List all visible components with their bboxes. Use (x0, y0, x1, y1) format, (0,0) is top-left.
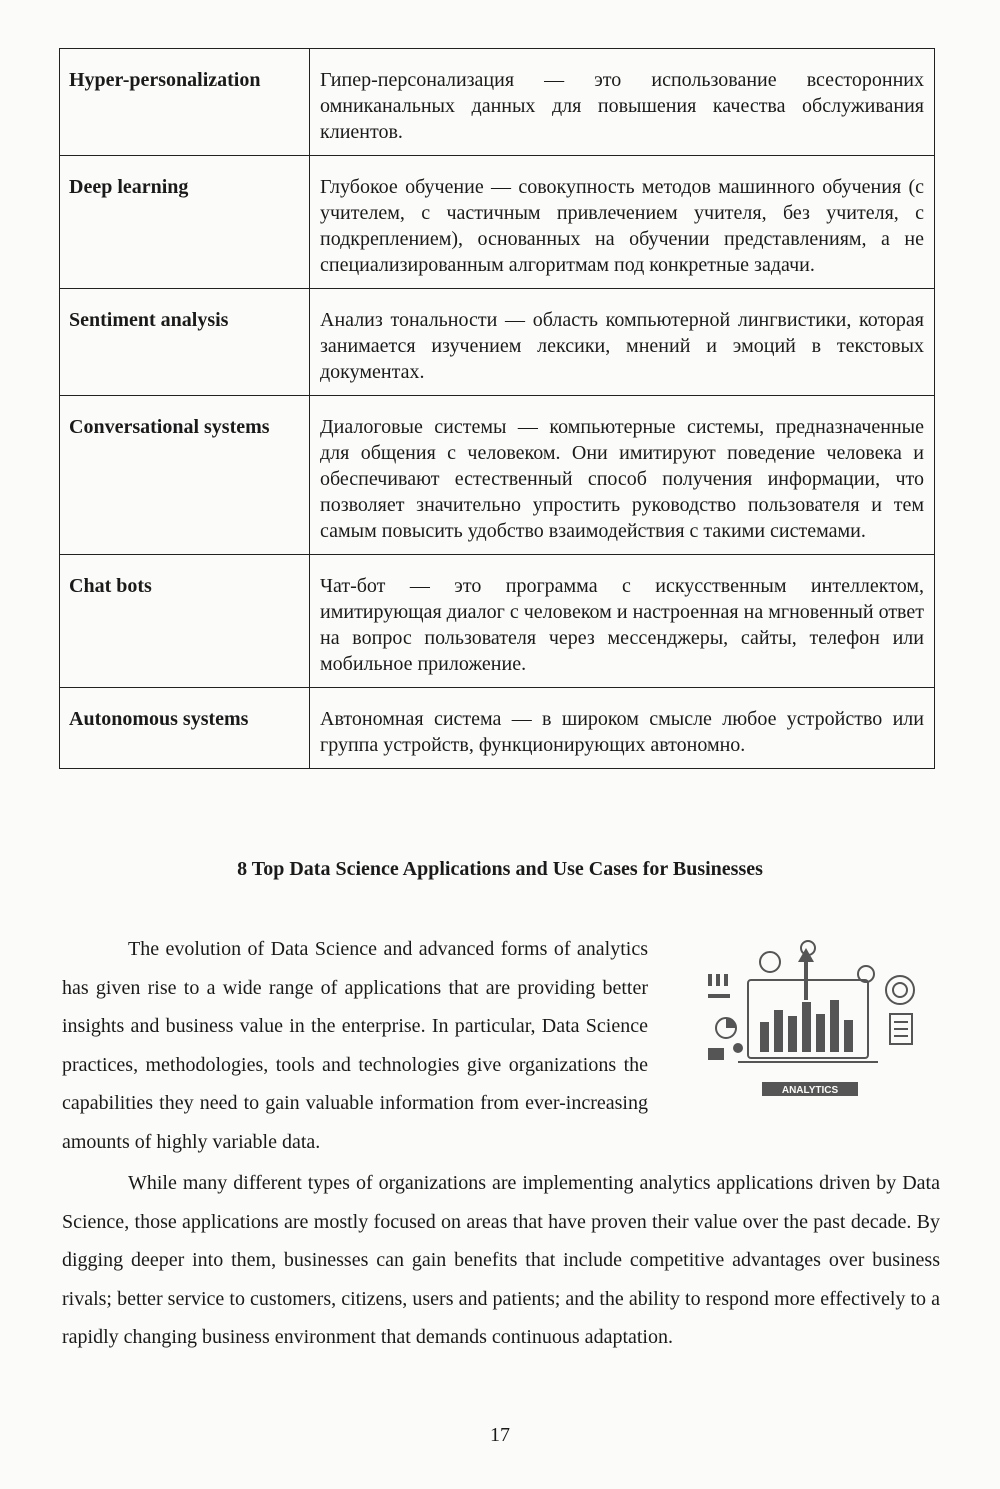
glossary-definition: Чат-бот — это программа с искусственным интеллектом, имитирующая диалог с человеком и настроенная на мгновенный ответ на вопрос пользователя через мессенджеры, сайты, телефон или мобильное приложение. (310, 555, 935, 688)
paragraph-1 (62, 930, 940, 1161)
glossary-definition: Глубокое обучение — совокупность методов машинного обучения (с учителем, с частичным привлечением учителя, без учителя, с подкреплением), основанных на обучении представлениям, а не специализированным алгоритмам под конкретные задачи. (310, 156, 935, 289)
analytics-illustration-icon (678, 930, 940, 1100)
paragraph-1-text: The evolution of Data Science and advanced forms of analytics has given rise to a wide range of applications that are providing better insights and business value in the enterprise. In particular, Data Science practices, methodologies, tools and technologies give organizations the capabilities they need to gain valuable information from ever-increasing amounts of highly variable data. (62, 938, 648, 1153)
glossary-term: Chat bots (60, 555, 310, 688)
glossary-term: Conversational systems (60, 396, 310, 555)
glossary-table (59, 48, 935, 769)
section-title: 8 Top Data Science Applications and Use Cases for Businesses (237, 858, 763, 880)
glossary-term: Sentiment analysis (60, 289, 310, 396)
glossary-definition: Гипер-персонализация — это использование всесторонних омниканальных данных для повышения качества обслуживания клиентов. (310, 49, 935, 156)
glossary-row (60, 289, 935, 396)
glossary-term: Autonomous systems (60, 688, 310, 769)
glossary-term: Deep learning (60, 156, 310, 289)
glossary-row (60, 396, 935, 555)
illustration-label: ANALYTICS (781, 1085, 839, 1096)
glossary-definition: Диалоговые системы — компьютерные системы, предназначенные для общения с человеком. Они имитируют поведение человека и обеспечивают естественный способ получения информации, что позволяет значительно упростить руководство пользователя и тем самым повысить удобство взаимодействия с такими системами. (310, 396, 935, 555)
glossary-row (60, 688, 935, 769)
glossary-term: Hyper-personalization (60, 49, 310, 156)
glossary-row (60, 555, 935, 688)
glossary-definition: Автономная система — в широком смысле любое устройство или группа устройств, функционирующих автономно. (310, 688, 935, 769)
page-number: 17 (490, 1424, 510, 1446)
paragraph-2 (62, 1164, 940, 1357)
glossary-row (60, 49, 935, 156)
paragraph-2-text: While many different types of organizations are implementing analytics applications driven by Data Science, those applications are mostly focused on areas that have proven their value over the past decade. By digging deeper into them, businesses can gain benefits that include competitive advantages over business rivals; better service to customers, citizens, users and patients; and the ability to respond more effectively to a rapidly changing business environment that demands continuous adaptation. (62, 1172, 940, 1348)
glossary-definition: Анализ тональности — область компьютерной лингвистики, которая занимается изучением лексики, мнений и эмоций в текстовых документах. (310, 289, 935, 396)
glossary-row (60, 156, 935, 289)
analytics-illustration (678, 930, 940, 1100)
